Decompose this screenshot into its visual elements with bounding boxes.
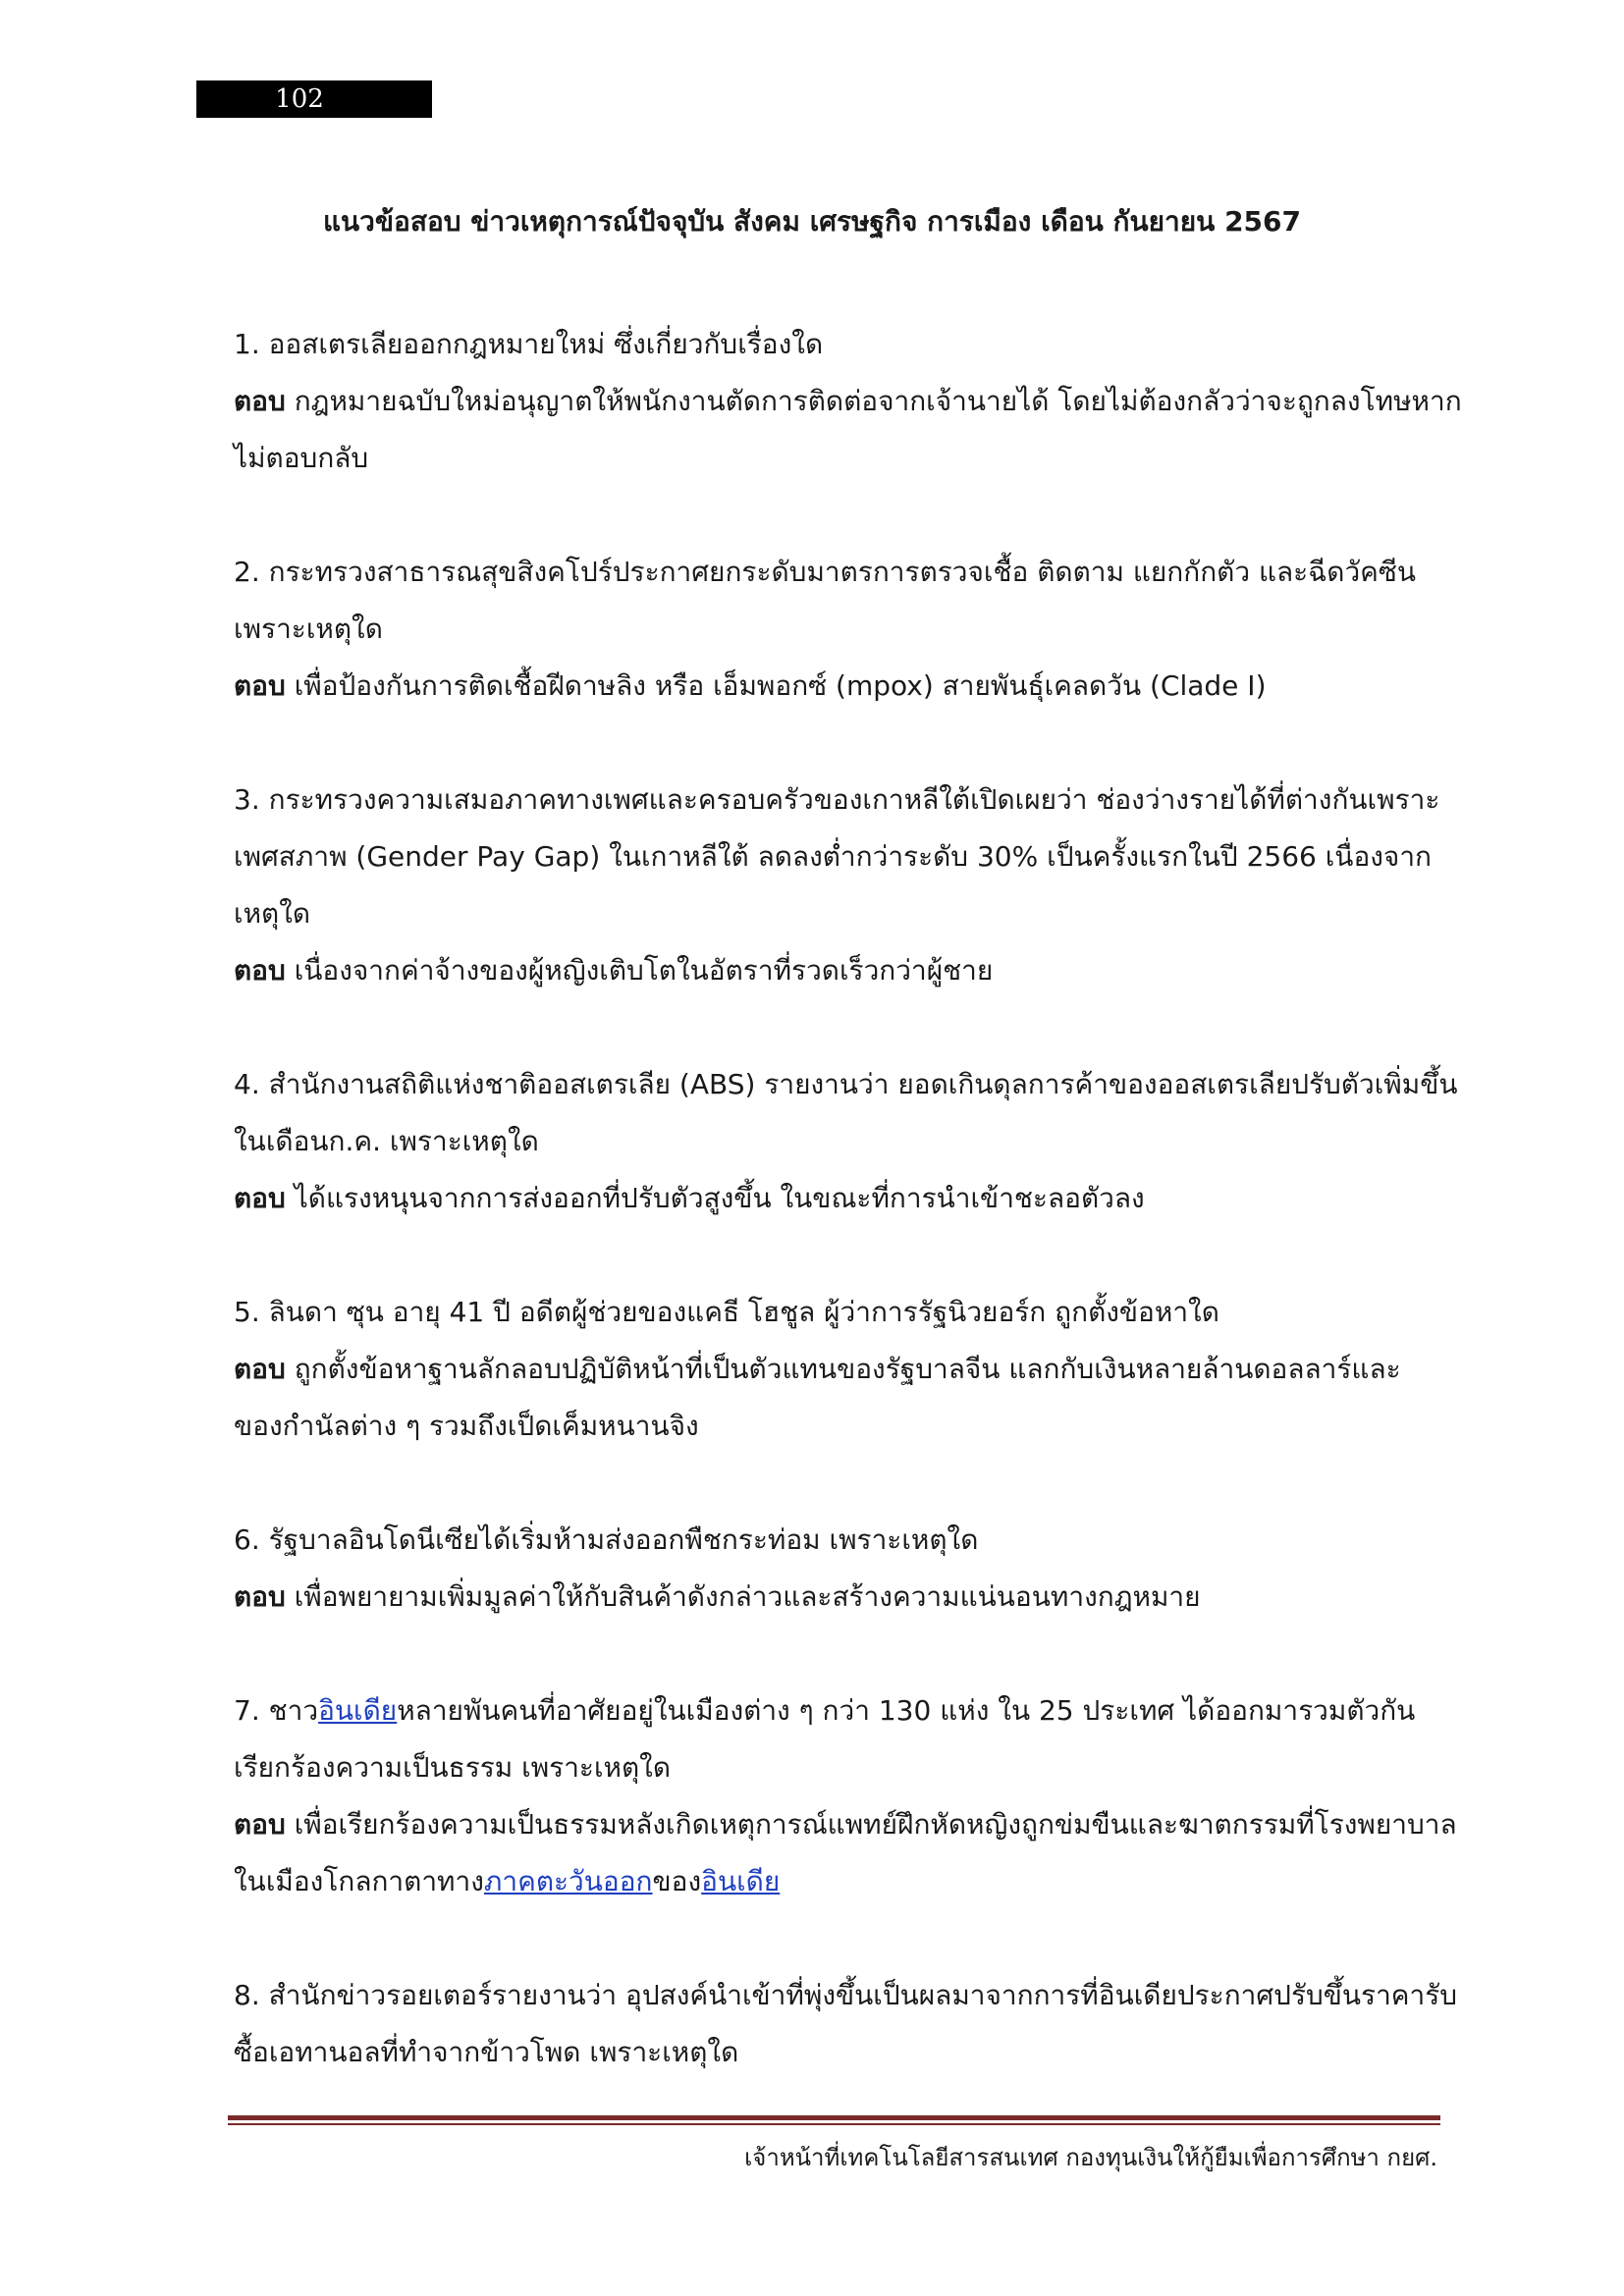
document-title: แนวข้อสอบ ข่าวเหตุการณ์ปัจจุบัน สังคม เศรษฐกิจ การเมือง เดือน กันยายน 2567 (322, 205, 1301, 238)
answer-7-cont-prefix: ในเมืองโกลกาตาทาง (234, 1865, 484, 1897)
footer-divider-thick (228, 2115, 1440, 2120)
question-4: 4. สำนักงานสถิติแห่งชาติออสเตรเลีย (ABS) รายงานว่า ยอดเกินดุลการค้าของออสเตรเลียปรับตัวเพิ่มขึ้น (234, 1068, 1458, 1100)
answer-1-text: กฎหมายฉบับใหม่อนุญาตให้พนักงานตัดการติดต่อจากเจ้านายได้ โดยไม่ต้องกลัวว่าจะถูกลงโทษหาก (294, 385, 1462, 417)
india-link[interactable]: อินเดีย (318, 1694, 398, 1727)
answer-label: ตอบ (234, 385, 286, 417)
answer-label: ตอบ (234, 1353, 286, 1385)
qa-item-6 (234, 1512, 1451, 1626)
answer-5 (234, 1341, 1451, 1398)
answer-3 (234, 942, 1451, 999)
answer-label: ตอบ (234, 954, 286, 987)
question-3-cont2: เหตุใด (234, 897, 311, 930)
answer-2-text: เพื่อป้องกันการติดเชื้อฝีดาษลิง หรือ เอ็มพอกซ์ (mpox) สายพันธุ์เคลดวัน (Clade I) (294, 669, 1267, 702)
answer-7-text: เพื่อเรียกร้องความเป็นธรรมหลังเกิดเหตุการณ์แพทย์ฝึกหัดหญิงถูกข่มขืนและฆาตกรรมที่โรงพยาบาล (294, 1808, 1457, 1841)
answer-1-cont: ไม่ตอบกลับ (234, 442, 369, 474)
answer-7 (234, 1796, 1457, 1853)
answer-label: ตอบ (234, 1808, 286, 1841)
question-7-cont: เรียกร้องความเป็นธรรม เพราะเหตุใด (234, 1751, 672, 1784)
question-5: 5. ลินดา ซุน อายุ 41 ปี อดีตผู้ช่วยของแคธี โฮชูล ผู้ว่าการรัฐนิวยอร์ก ถูกตั้งข้อหาใด (234, 1296, 1219, 1328)
answer-3-text: เนื่องจากค่าจ้างของผู้หญิงเติบโตในอัตราที่รวดเร็วกว่าผู้ชาย (294, 954, 994, 987)
question-2-cont: เพราะเหตุใด (234, 613, 383, 645)
question-8-cont: ซื้อเอทานอลที่ทำจากข้าวโพด เพราะเหตุใด (234, 2036, 739, 2068)
qa-item-2 (234, 544, 1451, 715)
qa-item-3 (234, 772, 1451, 999)
answer-4 (234, 1170, 1451, 1227)
question-1: 1. ออสเตรเลียออกกฎหมายใหม่ ซึ่งเกี่ยวกับเรื่องใด (234, 328, 824, 360)
question-3-cont: เพศสภาพ (Gender Pay Gap) ในเกาหลีใต้ ลดลงต่ำกว่าระดับ 30% เป็นครั้งแรกในปี 2566 เนื่องจาก (234, 840, 1433, 873)
answer-6-text: เพื่อพยายามเพิ่มมูลค่าให้กับสินค้าดังกล่าวและสร้างความแน่นอนทางกฎหมาย (294, 1580, 1201, 1613)
qa-item-8 (234, 1967, 1458, 2081)
qa-item-4 (234, 1056, 1458, 1227)
question-3: 3. กระทรวงความเสมอภาคทางเพศและครอบครัวของเกาหลีใต้เปิดเผยว่า ช่องว่างรายได้ที่ต่างกันเพราะ (234, 783, 1440, 816)
question-7 (234, 1682, 1451, 1739)
qa-item-5 (234, 1284, 1451, 1455)
answer-7-cont (234, 1853, 1451, 1910)
answer-5-cont: ของกำนัลต่าง ๆ รวมถึงเป็ดเค็มหนานจิง (234, 1410, 699, 1442)
page-number: 102 (196, 80, 432, 118)
footer-divider-thin (228, 2123, 1440, 2125)
answer-label: ตอบ (234, 669, 286, 702)
qa-item-1 (234, 316, 1462, 487)
answer-label: ตอบ (234, 1182, 286, 1214)
eastern-region-link[interactable]: ภาคตะวันออก (483, 1865, 653, 1897)
answer-4-text: ได้แรงหนุนจากการส่งออกที่ปรับตัวสูงขึ้น ในขณะที่การนำเข้าชะลอตัวลง (294, 1182, 1145, 1214)
india-link-2[interactable]: อินเดีย (701, 1865, 781, 1897)
question-7-prefix: 7. ชาว (234, 1694, 319, 1727)
question-2: 2. กระทรวงสาธารณสุขสิงคโปร์ประกาศยกระดับมาตรการตรวจเชื้อ ติดตาม แยกกักตัว และฉีดวัคซีน (234, 556, 1417, 588)
question-6: 6. รัฐบาลอินโดนีเซียได้เริ่มห้ามส่งออกพืชกระท่อม เพราะเหตุใด (234, 1523, 979, 1556)
footer-text: เจ้าหน้าที่เทคโนโลยีสารสนเทศ กองทุนเงินให้กู้ยืมเพื่อการศึกษา กยศ. (744, 2144, 1437, 2171)
question-4-cont: ในเดือนก.ค. เพราะเหตุใด (234, 1125, 539, 1157)
answer-2 (234, 658, 1451, 715)
answer-label: ตอบ (234, 1580, 286, 1613)
answer-5-text: ถูกตั้งข้อหาฐานลักลอบปฏิบัติหน้าที่เป็นตัวแทนของรัฐบาลจีน แลกกับเงินหลายล้านดอลลาร์และ (294, 1353, 1401, 1385)
answer-6 (234, 1569, 1451, 1626)
answer-7-cont-mid: ของ (652, 1865, 702, 1897)
document-body (234, 316, 1462, 2138)
answer-1 (234, 373, 1462, 430)
question-7-suffix: หลายพันคนที่อาศัยอยู่ในเมืองต่าง ๆ กว่า 130 แห่ง ใน 25 ประเทศ ได้ออกมารวมตัวกัน (397, 1694, 1416, 1727)
question-8: 8. สำนักข่าวรอยเตอร์รายงานว่า อุปสงค์นำเข้าที่พุ่งขึ้นเป็นผลมาจากการที่อินเดียประกาศปรับขึ้นราคารับ (234, 1979, 1458, 2011)
qa-item-7 (234, 1682, 1457, 1910)
